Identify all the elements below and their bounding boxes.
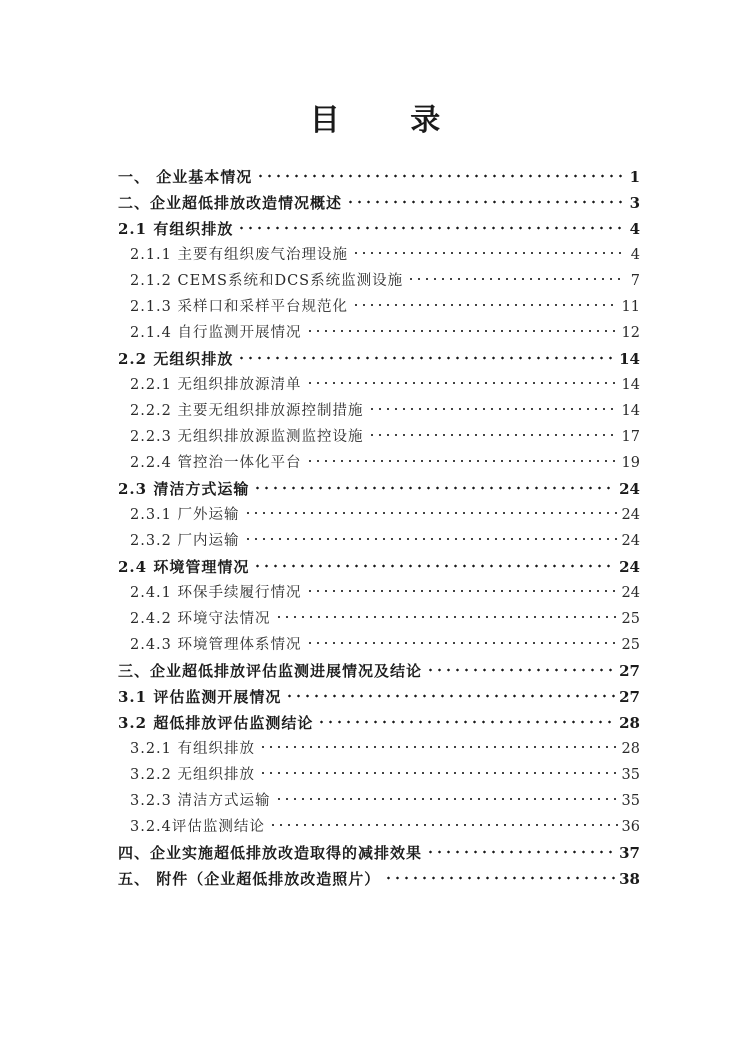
toc-entry-label: 3.2.2 无组织排放 bbox=[130, 767, 256, 783]
toc-entry-page-number: 25 bbox=[621, 611, 640, 627]
toc-entry[interactable] bbox=[118, 164, 640, 190]
toc-entry-label: 2.1 有组织排放 bbox=[118, 220, 234, 238]
toc-entry-page-number: 1 bbox=[629, 168, 640, 186]
toc-entry-page-number: 17 bbox=[621, 429, 640, 445]
toc-entry-label: 3.2.4评估监测结论 bbox=[130, 819, 265, 835]
dot-leader bbox=[306, 459, 618, 463]
toc-entry[interactable] bbox=[118, 866, 640, 892]
toc-entry[interactable] bbox=[118, 372, 640, 398]
dot-leader bbox=[306, 589, 618, 593]
dot-leader bbox=[306, 381, 618, 385]
dot-leader bbox=[426, 668, 615, 672]
toc-entry-label: 2.1.1 主要有组织废气治理设施 bbox=[130, 247, 349, 263]
toc-entry[interactable] bbox=[118, 320, 640, 346]
toc-entry-page-number: 24 bbox=[621, 507, 640, 523]
toc-entry-page-number: 38 bbox=[619, 870, 640, 888]
toc-entry-page-number: 4 bbox=[630, 247, 640, 263]
dot-leader bbox=[306, 329, 618, 333]
toc-entry-label: 2.4.3 环境管理体系情况 bbox=[130, 637, 302, 653]
dot-leader bbox=[269, 823, 618, 827]
toc-entry[interactable] bbox=[118, 736, 640, 762]
toc-entry-label: 三、企业超低排放评估监测进展情况及结论 bbox=[118, 662, 423, 680]
toc-entry-page-number: 28 bbox=[621, 741, 640, 757]
dot-leader bbox=[407, 277, 622, 281]
toc-entry[interactable] bbox=[118, 684, 640, 710]
toc-entry[interactable] bbox=[118, 450, 640, 476]
dot-leader bbox=[352, 303, 618, 307]
toc-entry-label: 3.1 评估监测开展情况 bbox=[118, 688, 282, 706]
toc-entry-page-number: 14 bbox=[621, 403, 640, 419]
toc-entry-page-number: 14 bbox=[621, 377, 640, 393]
toc-entry[interactable] bbox=[118, 528, 640, 554]
toc-entry-label: 2.3 清洁方式运输 bbox=[118, 480, 250, 498]
toc-entry-page-number: 27 bbox=[619, 662, 640, 680]
toc-entry[interactable] bbox=[118, 424, 640, 450]
dot-leader bbox=[368, 407, 618, 411]
toc-entry[interactable] bbox=[118, 476, 640, 502]
toc-entry-label: 2.1.2 CEMS系统和DCS系统监测设施 bbox=[130, 273, 404, 289]
dot-leader bbox=[426, 850, 615, 854]
toc-entry-page-number: 35 bbox=[621, 767, 640, 783]
toc-entry-label: 2.4 环境管理情况 bbox=[118, 558, 250, 576]
dot-leader bbox=[244, 511, 618, 515]
toc-entry-label: 2.1.4 自行监测开展情况 bbox=[130, 325, 302, 341]
toc-entry-label: 一、 企业基本情况 bbox=[118, 168, 253, 186]
toc-entry-label: 3.2.1 有组织排放 bbox=[130, 741, 256, 757]
toc-entry[interactable] bbox=[118, 398, 640, 424]
toc-entry[interactable] bbox=[118, 788, 640, 814]
toc-entry-label: 2.2.3 无组织排放源监测监控设施 bbox=[130, 429, 364, 445]
toc-entry-page-number: 24 bbox=[621, 533, 640, 549]
dot-leader bbox=[253, 486, 615, 490]
toc-entry[interactable] bbox=[118, 658, 640, 684]
toc-entry-label: 五、 附件（企业超低排放改造照片） bbox=[118, 870, 381, 888]
toc-entry-page-number: 28 bbox=[619, 714, 640, 732]
toc-entry-page-number: 19 bbox=[621, 455, 640, 471]
toc-entry[interactable] bbox=[118, 606, 640, 632]
toc-entry[interactable] bbox=[118, 294, 640, 320]
toc-entry-page-number: 14 bbox=[619, 350, 640, 368]
toc-entry-page-number: 12 bbox=[621, 325, 640, 341]
toc-entry-page-number: 11 bbox=[621, 299, 640, 315]
toc-entry[interactable] bbox=[118, 190, 640, 216]
toc-entry-label: 2.4.2 环境守法情况 bbox=[130, 611, 271, 627]
toc-entry-label: 二、企业超低排放改造情况概述 bbox=[118, 194, 343, 212]
toc-entry[interactable] bbox=[118, 502, 640, 528]
toc-entry[interactable] bbox=[118, 632, 640, 658]
toc-entry-page-number: 24 bbox=[619, 480, 640, 498]
toc-entry-page-number: 27 bbox=[619, 688, 640, 706]
toc-entry[interactable] bbox=[118, 580, 640, 606]
toc-entry-page-number: 36 bbox=[621, 819, 640, 835]
toc-entry[interactable] bbox=[118, 346, 640, 372]
dot-leader bbox=[285, 694, 615, 698]
dot-leader bbox=[306, 641, 618, 645]
page-title: 目 录 bbox=[309, 103, 471, 138]
toc-entry-page-number: 24 bbox=[619, 558, 640, 576]
toc-entry-label: 2.2.2 主要无组织排放源控制措施 bbox=[130, 403, 364, 419]
dot-leader bbox=[275, 797, 618, 801]
table-of-contents bbox=[118, 164, 640, 892]
dot-leader bbox=[346, 200, 622, 204]
dot-leader bbox=[259, 771, 618, 775]
toc-entry[interactable] bbox=[118, 242, 640, 268]
toc-entry[interactable] bbox=[118, 762, 640, 788]
dot-leader bbox=[256, 174, 622, 178]
toc-entry-label: 3.2.3 清洁方式运输 bbox=[130, 793, 271, 809]
dot-leader bbox=[259, 745, 618, 749]
toc-entry-label: 四、企业实施超低排放改造取得的减排效果 bbox=[118, 844, 423, 862]
toc-entry-page-number: 37 bbox=[619, 844, 640, 862]
toc-entry-label: 2.2.1 无组织排放源清单 bbox=[130, 377, 302, 393]
toc-entry-page-number: 25 bbox=[621, 637, 640, 653]
dot-leader bbox=[275, 615, 618, 619]
dot-leader bbox=[253, 564, 615, 568]
dot-leader bbox=[368, 433, 618, 437]
dot-leader bbox=[317, 720, 615, 724]
toc-entry-page-number: 7 bbox=[630, 273, 640, 289]
dot-leader bbox=[384, 876, 615, 880]
toc-entry[interactable] bbox=[118, 710, 640, 736]
toc-entry-label: 2.1.3 采样口和采样平台规范化 bbox=[130, 299, 349, 315]
dot-leader bbox=[237, 356, 615, 360]
toc-entry-page-number: 35 bbox=[621, 793, 640, 809]
dot-leader bbox=[352, 251, 622, 255]
toc-entry-page-number: 3 bbox=[629, 194, 640, 212]
toc-entry[interactable] bbox=[118, 216, 640, 242]
toc-entry-label: 3.2 超低排放评估监测结论 bbox=[118, 714, 314, 732]
toc-entry-label: 2.3.1 厂外运输 bbox=[130, 507, 240, 523]
toc-entry-page-number: 24 bbox=[621, 585, 640, 601]
toc-entry[interactable] bbox=[118, 814, 640, 840]
dot-leader bbox=[237, 226, 622, 230]
toc-entry[interactable] bbox=[118, 840, 640, 866]
toc-entry-label: 2.3.2 厂内运输 bbox=[130, 533, 240, 549]
toc-entry-label: 2.2 无组织排放 bbox=[118, 350, 234, 368]
toc-entry-label: 2.2.4 管控治一体化平台 bbox=[130, 455, 302, 471]
toc-entry[interactable] bbox=[118, 268, 640, 294]
dot-leader bbox=[244, 537, 618, 541]
toc-entry[interactable] bbox=[118, 554, 640, 580]
toc-entry-page-number: 4 bbox=[629, 220, 640, 238]
toc-entry-label: 2.4.1 环保手续履行情况 bbox=[130, 585, 302, 601]
